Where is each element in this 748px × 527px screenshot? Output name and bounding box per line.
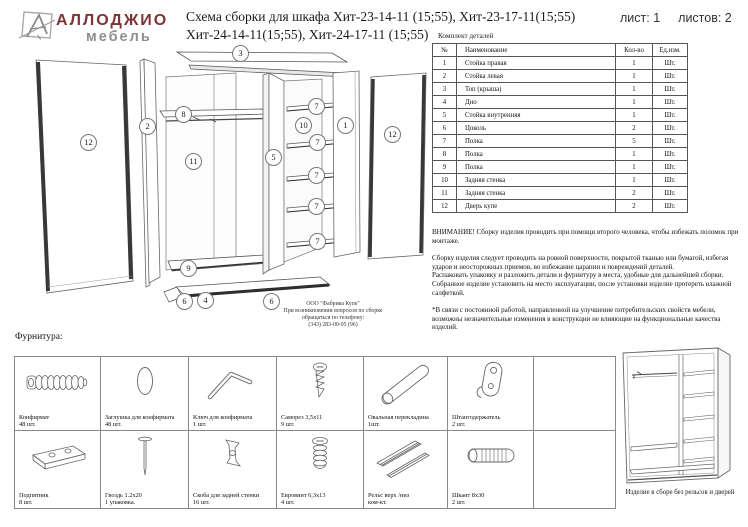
- footnote-text: *В связи с постоянной работой, направленной на улучшение потребительских свойств мебели, возможны незначительные изменения в конструкции не влияющие на функциональные качества изделий.: [432, 306, 721, 332]
- part-number: 4: [433, 96, 457, 109]
- part-name: Полка: [457, 161, 616, 174]
- hardware-cell-oval-rod: [364, 357, 448, 431]
- hardware-name: Конфирмат: [19, 413, 50, 421]
- exploded-assembly-diagram: [14, 40, 430, 312]
- part-qty: 2: [616, 187, 653, 200]
- col-qty: Кол-во: [616, 44, 653, 57]
- table-row: [433, 200, 688, 213]
- parts-table: [432, 43, 688, 213]
- part-unit: Шт.: [653, 161, 688, 174]
- hardware-qty: 9 шт.: [281, 420, 295, 428]
- callout-7-shelf: 7: [309, 233, 326, 250]
- hex-key-icon: [189, 359, 276, 405]
- callout-6-plinth: 6: [263, 293, 280, 310]
- brand-subtitle: мебель: [86, 29, 152, 45]
- cap-plug-icon: [101, 359, 188, 405]
- part-qty: 1: [616, 70, 653, 83]
- hardware-name: Шкант 8х30: [452, 491, 485, 499]
- hardware-section-label: Фурнитура:: [15, 332, 63, 342]
- part-name: Топ (крыша): [457, 83, 616, 96]
- part-qty: 1: [616, 109, 653, 122]
- part-qty: 2: [616, 122, 653, 135]
- manufacturer-contact: [243, 301, 423, 329]
- callout-4-bottom: 4: [197, 292, 214, 309]
- part-unit: Шт.: [653, 122, 688, 135]
- table-row: [433, 174, 688, 187]
- part-qty: 1: [616, 83, 653, 96]
- hardware-name: Ключ для конфирмата: [193, 413, 253, 421]
- callout-6-plinth: 6: [176, 293, 193, 310]
- part-name: Цоколь: [457, 122, 616, 135]
- part-number: 2: [433, 70, 457, 83]
- part-number: 1: [433, 57, 457, 70]
- page-title-line2: Хит-24-14-11(15;55), Хит-24-17-11 (15;55): [186, 26, 429, 42]
- contact-note2: обращаться по телефону:: [301, 315, 365, 321]
- callout-7-shelf: 7: [309, 134, 326, 151]
- table-row: [433, 83, 688, 96]
- hardware-grid: [14, 356, 616, 509]
- callout-3-top-panel: 3: [232, 45, 249, 62]
- part-unit: Шт.: [653, 70, 688, 83]
- hardware-name: Рельс верх /низ: [368, 491, 410, 499]
- part-unit: Шт.: [653, 187, 688, 200]
- col-name: Наименование: [457, 44, 616, 57]
- hardware-cell-confirmat: [15, 357, 101, 431]
- hardware-cell-back-panel-bracket: [189, 431, 277, 509]
- part-unit: Шт.: [653, 57, 688, 70]
- callout-9-shelf: 9: [180, 260, 197, 277]
- part-qty: 1: [616, 161, 653, 174]
- sheet-info: [620, 11, 732, 25]
- hardware-name: Скоба для задней стенки: [193, 491, 260, 499]
- hardware-cell-empty: [534, 357, 616, 431]
- hardware-qty: 48 шт.: [105, 420, 122, 428]
- part-name: Задняя стенка: [457, 174, 616, 187]
- part-name: Стойка внутренняя: [457, 109, 616, 122]
- callout-5-inner-upright: 5: [265, 149, 282, 166]
- hardware-qty: 8 шт.: [19, 498, 33, 506]
- part-qty: 5: [616, 135, 653, 148]
- part-qty: 2: [616, 200, 653, 213]
- part-name: Полка: [457, 135, 616, 148]
- hardware-qty: 2 шт.: [452, 420, 466, 428]
- part-number: 11: [433, 187, 457, 200]
- hardware-name: Овальная перекладина: [368, 413, 429, 421]
- hardware-name: Штангодержатель: [452, 413, 501, 421]
- part-name: Стойка левая: [457, 70, 616, 83]
- part-number: 9: [433, 161, 457, 174]
- sheets-total: листов: 2: [678, 11, 732, 25]
- table-row: [433, 187, 688, 200]
- brand-name: АЛЛОДЖИО: [56, 12, 169, 29]
- part-number: 10: [433, 174, 457, 187]
- euro-screw-icon: [277, 433, 363, 483]
- rail-icon: [364, 433, 447, 483]
- hardware-qty: 16 шт.: [193, 498, 210, 506]
- callout-12-right-door: 12: [384, 126, 401, 143]
- hardware-cell-euro-screw: [277, 431, 364, 509]
- confirmat-screw-icon: [15, 359, 100, 405]
- hardware-qty: 2 шт.: [452, 498, 466, 506]
- assembly-line2: Распаковать упаковку и разложить детали и фурнитуру в места, удобные для дальнейшей сборки.: [432, 271, 724, 280]
- hardware-name: Подпятник: [19, 491, 49, 499]
- callout-11-back-wall: 11: [185, 153, 202, 170]
- callout-7-shelf: 7: [308, 167, 325, 184]
- parts-table-header: [433, 44, 688, 57]
- part-number: 7: [433, 135, 457, 148]
- part-qty: 1: [616, 57, 653, 70]
- hardware-name: Заглушка для конфирмата: [105, 413, 175, 421]
- page-title-line1: Схема сборки для шкафа Хит-23-14-11 (15;55), Хит-23-17-11(15;55): [186, 9, 576, 24]
- callout-7-shelf: 7: [308, 98, 325, 115]
- hardware-name: Гвоздь 1.2х20: [105, 491, 142, 499]
- parts-table-caption: Комплект деталей: [438, 32, 494, 40]
- contact-note: При возникновении вопросов по сборке: [283, 308, 383, 314]
- assembled-product-drawing: [618, 344, 748, 494]
- part-unit: Шт.: [653, 96, 688, 109]
- hardware-cell-dowel: [448, 431, 534, 509]
- col-number: №: [433, 44, 457, 57]
- self-tapping-screw-icon: [277, 359, 363, 405]
- hardware-cell-nail: [101, 431, 189, 509]
- assembly-notes: [432, 228, 744, 341]
- part-name: Полка: [457, 148, 616, 161]
- part-unit: Шт.: [653, 135, 688, 148]
- exploded-view-drawing: [14, 40, 430, 312]
- contact-company: ООО "Фабрика Купе": [306, 301, 360, 307]
- part-number: 12: [433, 200, 457, 213]
- callout-7-shelf: 7: [308, 198, 325, 215]
- table-row: [433, 122, 688, 135]
- hardware-cell-rod-holder: [448, 357, 534, 431]
- part-unit: Шт.: [653, 109, 688, 122]
- part-name: Дно: [457, 96, 616, 109]
- callout-2-left-panel: 2: [139, 118, 156, 135]
- back-panel-bracket-icon: [189, 433, 276, 483]
- callout-12-left-door: 12: [80, 134, 97, 151]
- sheet-number: лист: 1: [620, 11, 661, 25]
- rod-holder-icon: [448, 359, 533, 405]
- part-unit: Шт.: [653, 83, 688, 96]
- oval-rod-icon: [364, 359, 447, 405]
- part-unit: Шт.: [653, 174, 688, 187]
- hardware-qty: ком-кт.: [368, 498, 387, 506]
- col-unit: Ед.изм.: [653, 44, 688, 57]
- callout-10-back-wall: 10: [295, 117, 312, 134]
- hardware-cell-cap-plug: [101, 357, 189, 431]
- part-qty: 1: [616, 148, 653, 161]
- table-row: [433, 57, 688, 70]
- foot-plate-icon: [15, 433, 100, 483]
- hardware-qty: 1шт.: [368, 420, 380, 428]
- hardware-name: Саморез 3,5х11: [281, 413, 323, 421]
- table-row: [433, 96, 688, 109]
- table-row: [433, 109, 688, 122]
- part-number: 3: [433, 83, 457, 96]
- part-unit: Шт.: [653, 200, 688, 213]
- hardware-cell-rail: [364, 431, 448, 509]
- table-row: [433, 148, 688, 161]
- hardware-cell-hex-key: [189, 357, 277, 431]
- table-row: [433, 70, 688, 83]
- assembly-line3: Собранное изделие установить на место эксплуатации, после установки изделие протереть влажной салфеткой.: [432, 279, 732, 297]
- nail-icon: [101, 433, 188, 483]
- assembly-instructions: [432, 254, 744, 297]
- part-name: Задняя стенка: [457, 187, 616, 200]
- contact-phone: (343) 283-00-95 (96): [308, 322, 358, 328]
- part-qty: 1: [616, 174, 653, 187]
- part-name: Стойка правая: [457, 57, 616, 70]
- hardware-cell-empty: [534, 431, 616, 509]
- part-name: Дверь купе: [457, 200, 616, 213]
- hardware-qty: 4 шт.: [281, 498, 295, 506]
- part-number: 5: [433, 109, 457, 122]
- assembled-product-caption: Изделие в сборе без рельсов и дверей: [625, 489, 735, 496]
- hardware-name: Евровинт 6,3х13: [281, 491, 326, 499]
- part-number: 8: [433, 148, 457, 161]
- callout-1-right-panel: 1: [337, 117, 354, 134]
- page-title: [186, 8, 575, 43]
- callout-8-shelf: 8: [175, 106, 192, 123]
- table-row: [433, 135, 688, 148]
- hardware-qty: 48 шт.: [19, 420, 36, 428]
- hardware-cell-self-tapping-screw: [277, 357, 364, 431]
- warning-text: ВНИМАНИЕ! Сборку изделия проводить при помощи второго человека, чтобы избежать поломок при монтаже.: [432, 228, 739, 245]
- table-row: [433, 161, 688, 174]
- hardware-cell-foot-plate: [15, 431, 101, 509]
- hardware-qty: 1 упаковка.: [105, 498, 136, 506]
- part-unit: Шт.: [653, 148, 688, 161]
- dowel-icon: [448, 433, 533, 483]
- hardware-qty: 1 шт.: [193, 420, 207, 428]
- part-qty: 1: [616, 96, 653, 109]
- part-number: 6: [433, 122, 457, 135]
- assembly-line1: Сборку изделия следует проводить на ровной поверхности, покрытой тканью или бумагой, избегая ударов и неосторожных приемов, во избежание царапин и повреждений деталей.: [432, 254, 729, 271]
